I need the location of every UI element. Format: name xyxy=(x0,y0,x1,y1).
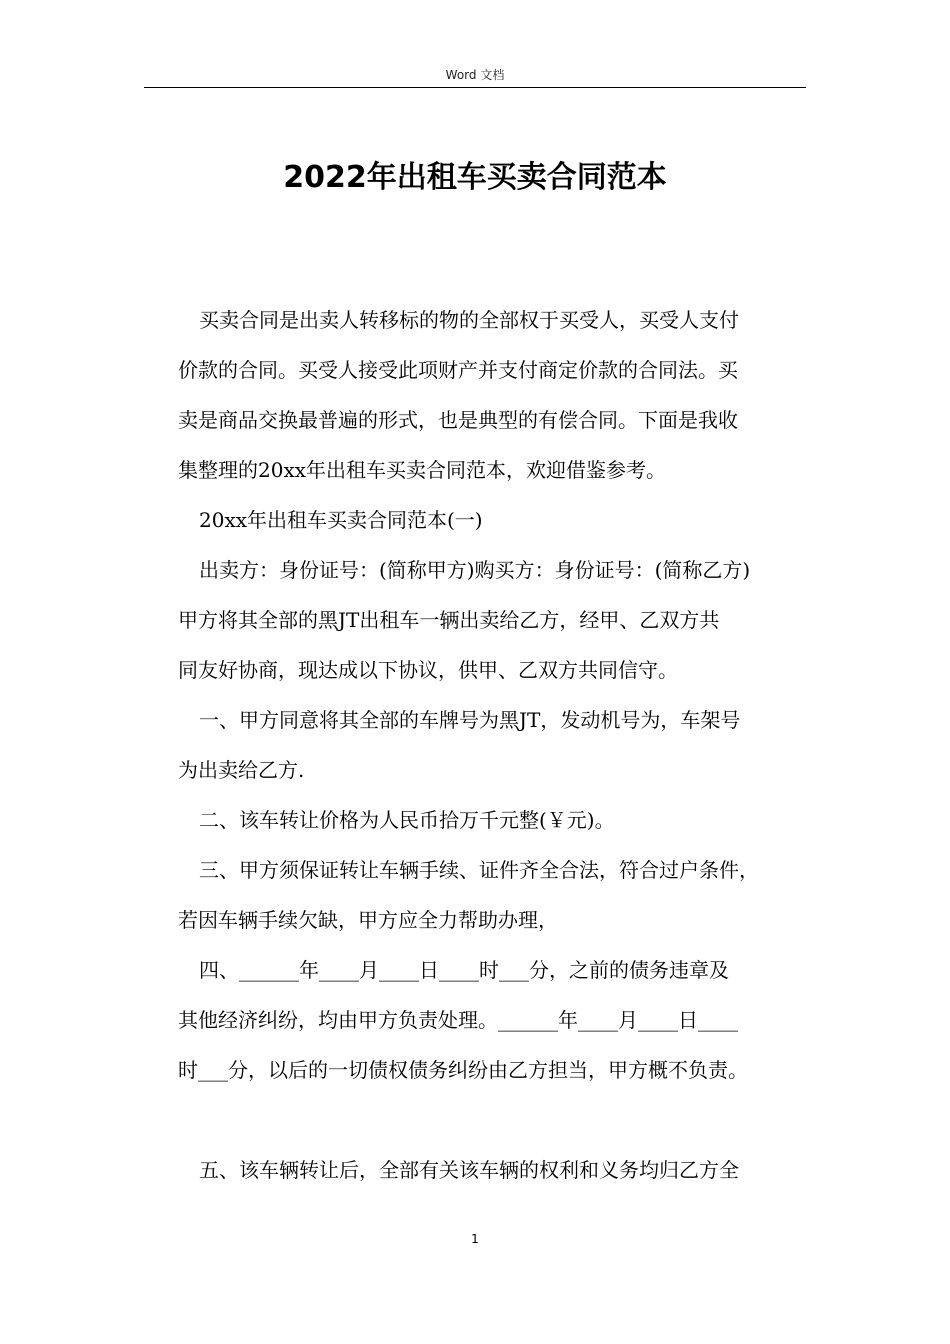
paragraph-line: 价款的合同。买受人接受此项财产并支付商定价款的合同法。买 xyxy=(178,358,738,382)
section-heading: 20xx年出租车买卖合同范本(一) xyxy=(199,508,483,532)
blank-line xyxy=(178,1095,828,1145)
paragraph-line: 卖是商品交换最普遍的形式，也是典型的有偿合同。下面是我收 xyxy=(178,408,738,432)
paragraph-line: 若因车辆手续欠缺，甲方应全力帮助办理， xyxy=(178,908,558,932)
document-body xyxy=(178,295,828,1195)
page-number: 1 xyxy=(471,1232,479,1246)
paragraph-line: 时___分，以后的一切债权债务纠纷由乙方担当，甲方概不负责。 xyxy=(178,1058,748,1082)
paragraph-line: 买卖合同是出卖人转移标的物的全部权于买受人，买受人支付 xyxy=(199,308,739,332)
header-divider xyxy=(144,87,806,88)
paragraph-line: 集整理的20xx年出租车买卖合同范本，欢迎借鉴参考。 xyxy=(178,458,667,482)
paragraph-line: 出卖方：身份证号：(简称甲方)购买方：身份证号：(简称乙方) xyxy=(199,558,751,582)
paragraph-line: 四、______年____月____日____时___分，之前的债务违章及 xyxy=(199,958,729,982)
paragraph-line: 五、该车辆转让后，全部有关该车辆的权利和义务均归乙方全 xyxy=(199,1158,739,1182)
paragraph-line: 一、甲方同意将其全部的车牌号为黑JT，发动机号为，车架号 xyxy=(199,708,741,732)
paragraph-line: 同友好协商，现达成以下协议，供甲、乙双方共同信守。 xyxy=(178,658,678,682)
paragraph-line: 二、该车转让价格为人民币拾万千元整(￥元)。 xyxy=(199,808,615,832)
paragraph-line: 为出卖给乙方. xyxy=(178,758,305,782)
paragraph-line: 其他经济纠纷，均由甲方负责处理。______年____月____日____ xyxy=(178,1008,738,1032)
document-title: 2022年出租车买卖合同范本 xyxy=(283,160,667,195)
paragraph-line: 甲方将其全部的黑JT出租车一辆出卖给乙方，经甲、乙双方共 xyxy=(178,608,720,632)
page-header: Word 文档 xyxy=(445,68,505,82)
paragraph-line: 三、甲方须保证转让车辆手续、证件齐全合法，符合过户条件， xyxy=(199,858,759,882)
